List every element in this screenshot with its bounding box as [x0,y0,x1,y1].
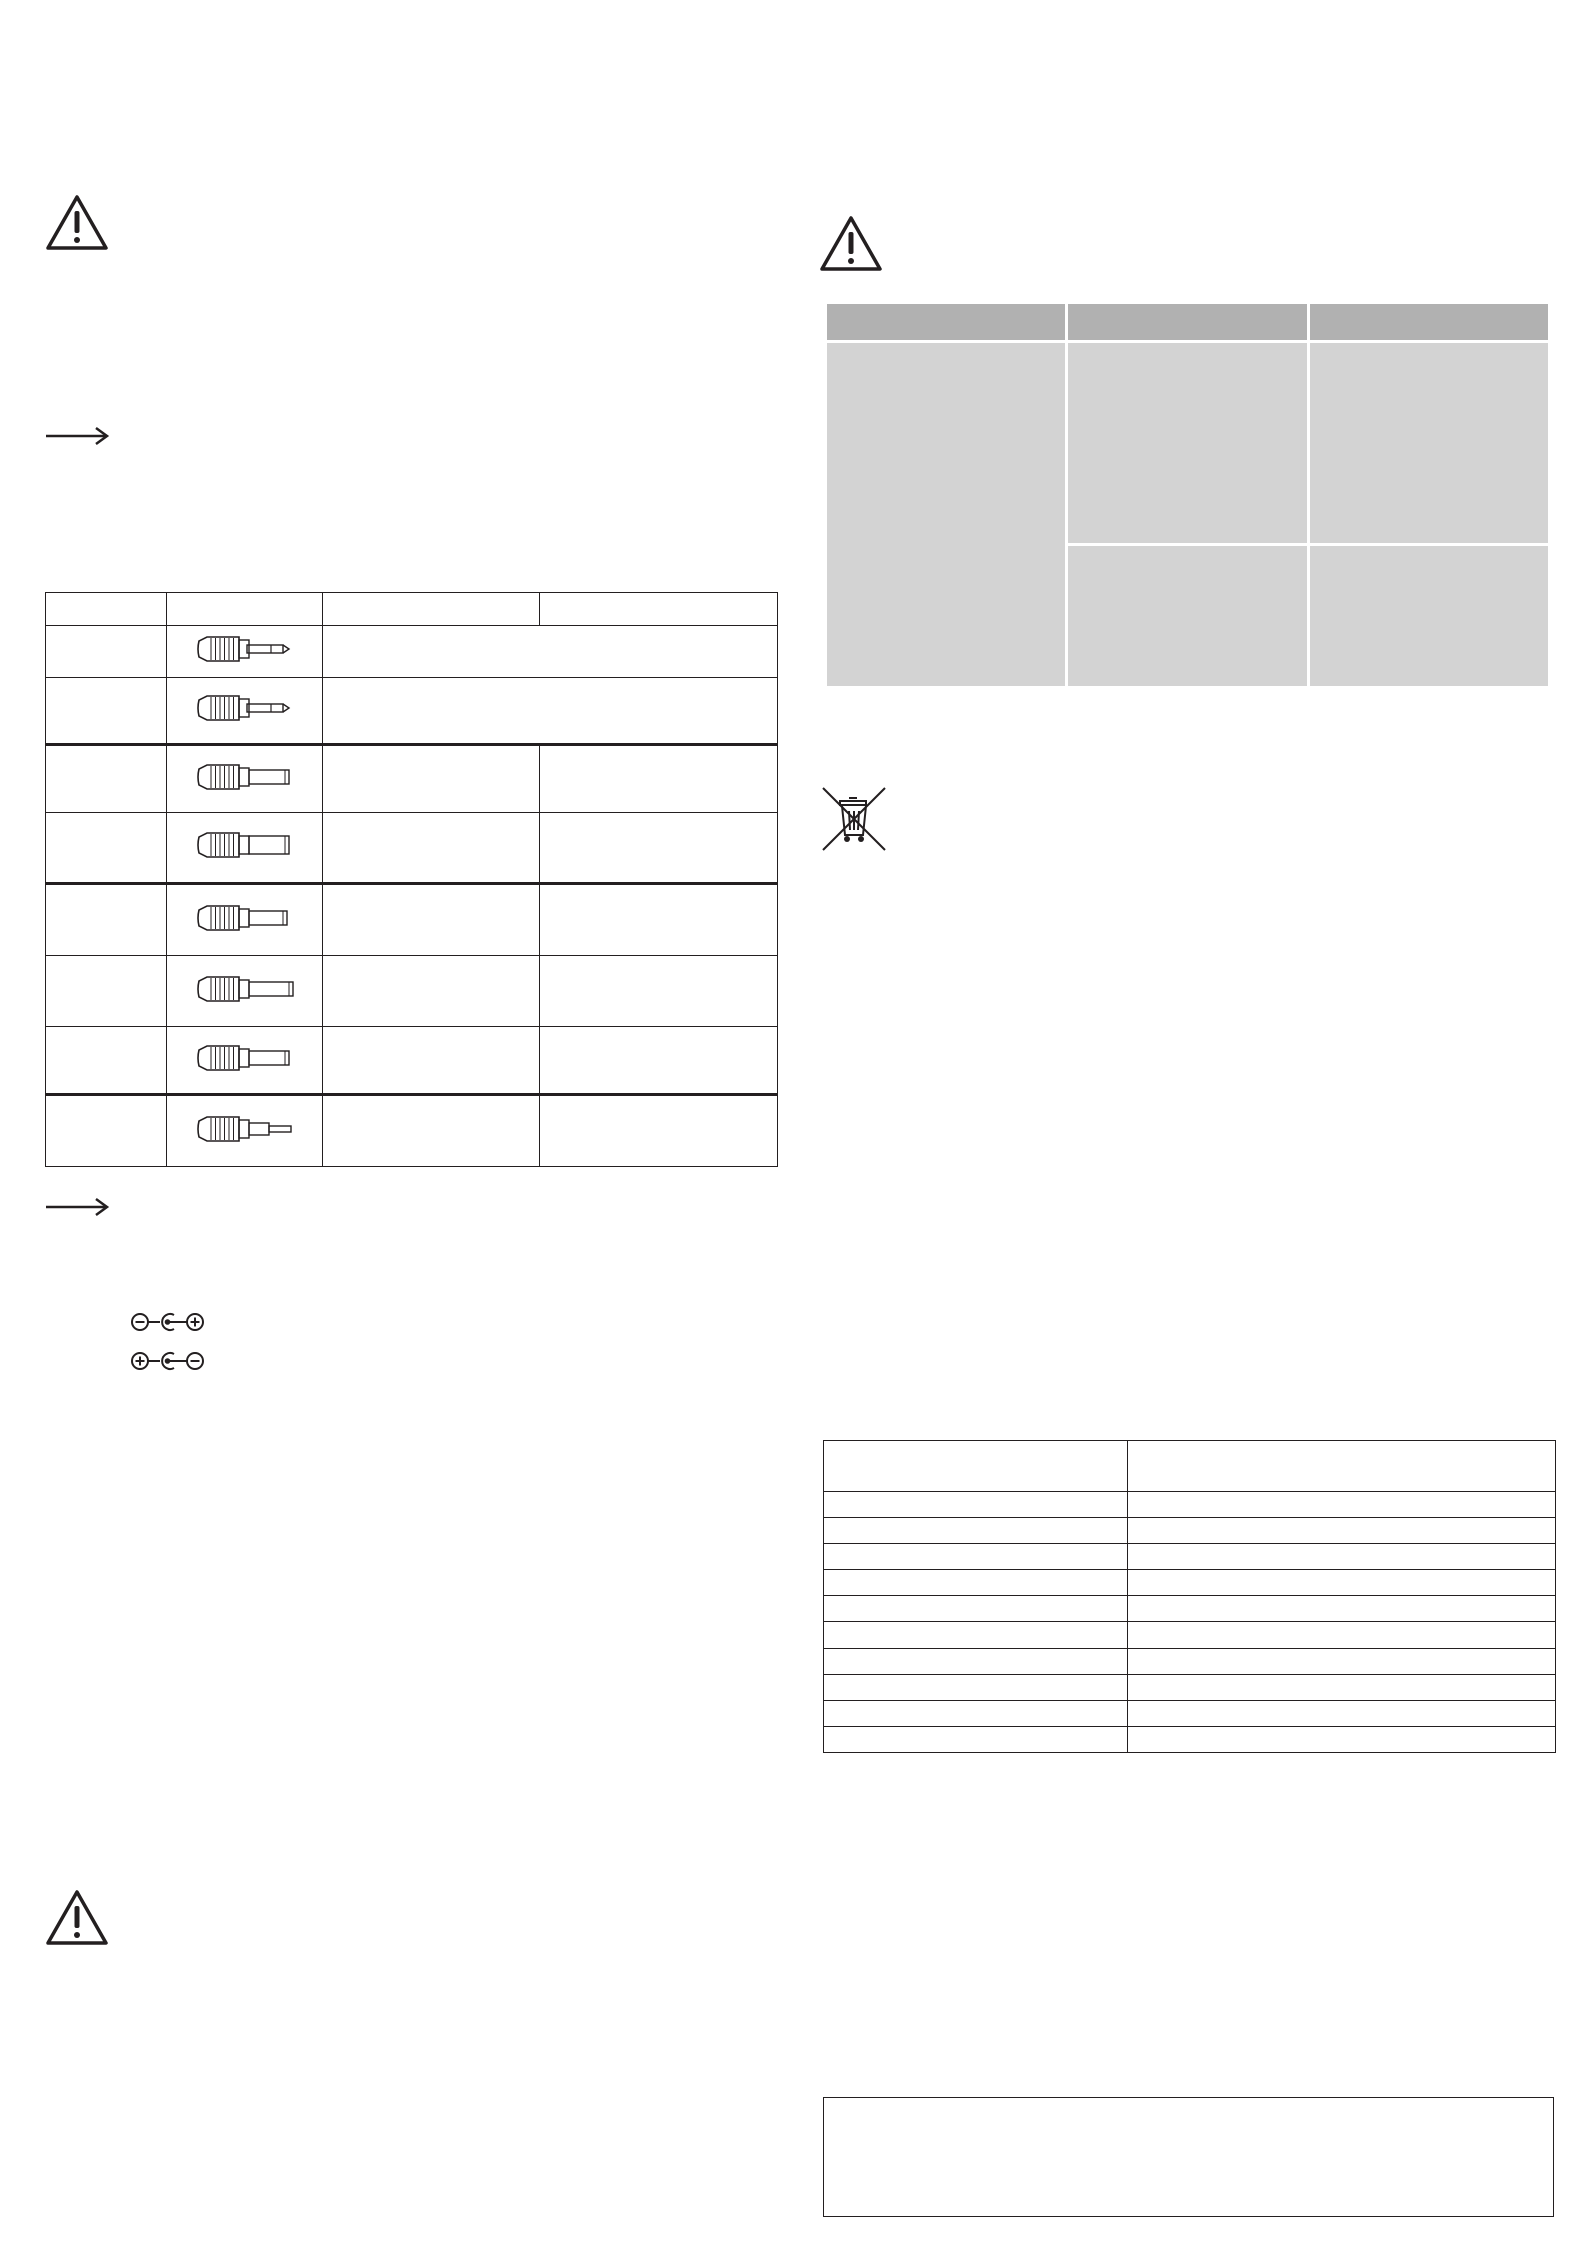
table-row [46,883,778,956]
spec-label-cell [824,1518,1128,1544]
grey-table-cell [1068,546,1306,686]
spec-value-cell [1128,1570,1556,1596]
plug-info-cell [323,956,540,1027]
plug-model-cell [46,813,167,884]
grey-table-header [1068,304,1306,340]
spec-value-cell [1128,1700,1556,1726]
spec-value-cell [1128,1622,1556,1648]
table-row [824,1492,1556,1518]
plug-table-header [167,593,323,626]
specifications-table [823,1440,1556,1753]
plug-info-cell [323,626,778,678]
table-row [824,1674,1556,1700]
spec-label-cell [824,1700,1128,1726]
spec-label-cell [824,1726,1128,1752]
polarity-center-negative-icon [130,1311,205,1333]
plug-info-cell [540,1026,778,1095]
spec-value-cell [1128,1492,1556,1518]
spec-label-cell [824,1674,1128,1700]
plug-info-cell [540,744,778,813]
plug-info-cell [540,956,778,1027]
spec-value-cell [1128,1674,1556,1700]
plug-info-cell [323,1095,540,1167]
table-row [46,678,778,744]
plug-model-cell [46,678,167,744]
plug-model-cell [46,626,167,678]
table-row [824,1441,1556,1492]
grey-table-header [827,304,1065,340]
warning-triangle-icon [44,1888,110,1948]
spec-value-cell [1128,1544,1556,1570]
spec-label-cell [824,1648,1128,1674]
plug-model-cell [46,1095,167,1167]
plug-model-cell [46,883,167,956]
plug-info-cell [540,813,778,884]
plug-info-cell [323,883,540,956]
plug-table-header [540,593,778,626]
table-row [824,1570,1556,1596]
table-row [824,1622,1556,1648]
spec-value-cell [1128,1726,1556,1752]
dc-plug-icon [167,626,323,678]
right-arrow-icon [44,426,110,446]
warning-triangle-icon [818,214,884,274]
grey-table-header [1310,304,1548,340]
spec-value-cell [1128,1648,1556,1674]
plug-info-cell [323,678,778,744]
plug-model-cell [46,744,167,813]
table-row [824,1518,1556,1544]
spec-label-cell [824,1570,1128,1596]
table-row [824,1648,1556,1674]
right-arrow-icon [44,1197,110,1217]
table-row [46,813,778,884]
polarity-center-positive-icon [130,1350,205,1372]
grey-table-cell [1068,343,1306,543]
plug-table-header [46,593,167,626]
spec-label-cell [824,1544,1128,1570]
table-row [46,626,778,678]
plug-info-cell [540,883,778,956]
crossed-out-bin-icon [820,785,888,853]
plug-adapter-table [45,592,778,1167]
spec-label-cell [824,1441,1128,1492]
grey-info-table [824,301,1551,689]
table-row [46,744,778,813]
spec-label-cell [824,1492,1128,1518]
spec-value-cell [1128,1518,1556,1544]
dc-plug-icon [167,1026,323,1095]
plug-info-cell [323,1026,540,1095]
plug-info-cell [540,1095,778,1167]
dc-plug-icon [167,883,323,956]
table-row [46,1026,778,1095]
plug-info-cell [323,813,540,884]
grey-table-cell [827,343,1065,686]
dc-plug-icon [167,956,323,1027]
plug-info-cell [323,744,540,813]
table-row [46,1095,778,1167]
plug-table-header [323,593,540,626]
grey-table-cell [1310,343,1548,543]
table-row [824,1700,1556,1726]
spec-value-cell [1128,1596,1556,1622]
table-row [824,1726,1556,1752]
table-row [824,1544,1556,1570]
grey-table-cell [1310,546,1548,686]
spec-label-cell [824,1622,1128,1648]
dc-plug-icon [167,678,323,744]
spec-value-cell [1128,1441,1556,1492]
warning-triangle-icon [44,193,110,253]
spec-label-cell [824,1596,1128,1622]
plug-model-cell [46,956,167,1027]
plug-model-cell [46,1026,167,1095]
table-row [824,1596,1556,1622]
dc-plug-icon [167,1095,323,1167]
bottom-info-box [823,2097,1554,2217]
dc-plug-icon [167,744,323,813]
table-row [46,956,778,1027]
dc-plug-icon [167,813,323,884]
